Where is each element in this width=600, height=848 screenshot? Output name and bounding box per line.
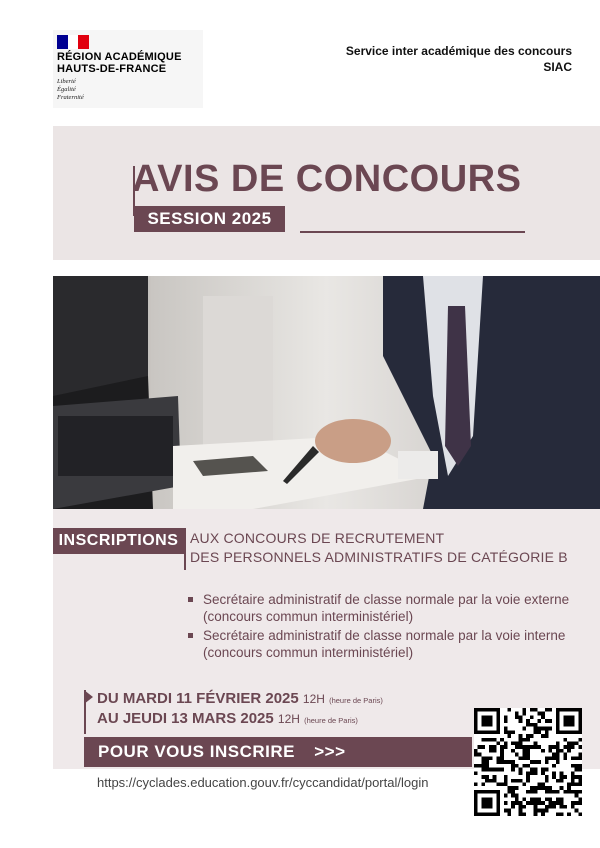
motto-liberte: Liberté (57, 78, 76, 85)
inscriptions-heading-line2: DES PERSONNELS ADMINISTRATIFS DE CATÉGORIE B (190, 549, 568, 565)
photo-illustration (53, 276, 600, 509)
motto-egalite: Égalité (57, 86, 76, 93)
page-title: AVIS DE CONCOURS (132, 158, 522, 200)
concours-list (188, 591, 588, 663)
end-date (97, 710, 358, 727)
registration-link[interactable]: https://cyclades.education.gouv.fr/cyccandidat/portal/login (97, 775, 429, 790)
arrows-icon: >>> (314, 742, 346, 761)
service-line1: Service inter académique des concours (345, 44, 572, 58)
region-logo (53, 30, 203, 108)
inscriptions-divider (184, 528, 186, 570)
arrow-right-icon (84, 690, 93, 704)
start-date (97, 690, 383, 707)
motto-fraternite: Fraternité (57, 94, 84, 101)
qr-code-icon (474, 708, 582, 816)
french-flag-icon (57, 35, 89, 49)
service-name (346, 43, 572, 75)
banner-underline (300, 231, 525, 233)
inscriptions-tag: INSCRIPTIONS (53, 528, 184, 554)
register-label: POUR VOUS INSCRIRE (98, 742, 295, 761)
list-item: Secrétaire administratif de classe normale par la voie interne (concours commun interministériel) (188, 627, 588, 661)
office-photo (53, 276, 600, 509)
service-line2: SIAC (543, 60, 572, 74)
start-timezone: (heure de Paris) (329, 696, 383, 705)
end-date-text: AU JEUDI 13 MARS 2025 (97, 710, 274, 727)
start-hour: 12H (302, 692, 325, 706)
inscriptions-heading-line1: AUX CONCOURS DE RECRUTEMENT (190, 530, 445, 546)
end-hour: 12H (277, 712, 300, 726)
qr-code[interactable] (474, 708, 582, 816)
logo-title-line1: RÉGION ACADÉMIQUE (57, 51, 182, 63)
inscriptions-heading (190, 529, 568, 567)
start-date-text: DU MARDI 11 FÉVRIER 2025 (97, 690, 299, 707)
list-item: Secrétaire administratif de classe normale par la voie externe (concours commun interministériel) (188, 591, 588, 625)
logo-title-line2: HAUTS-DE-FRANCE (57, 63, 167, 75)
end-timezone: (heure de Paris) (304, 716, 358, 725)
register-banner[interactable] (84, 737, 472, 767)
title-banner (53, 126, 600, 260)
session-badge: SESSION 2025 (134, 206, 285, 232)
